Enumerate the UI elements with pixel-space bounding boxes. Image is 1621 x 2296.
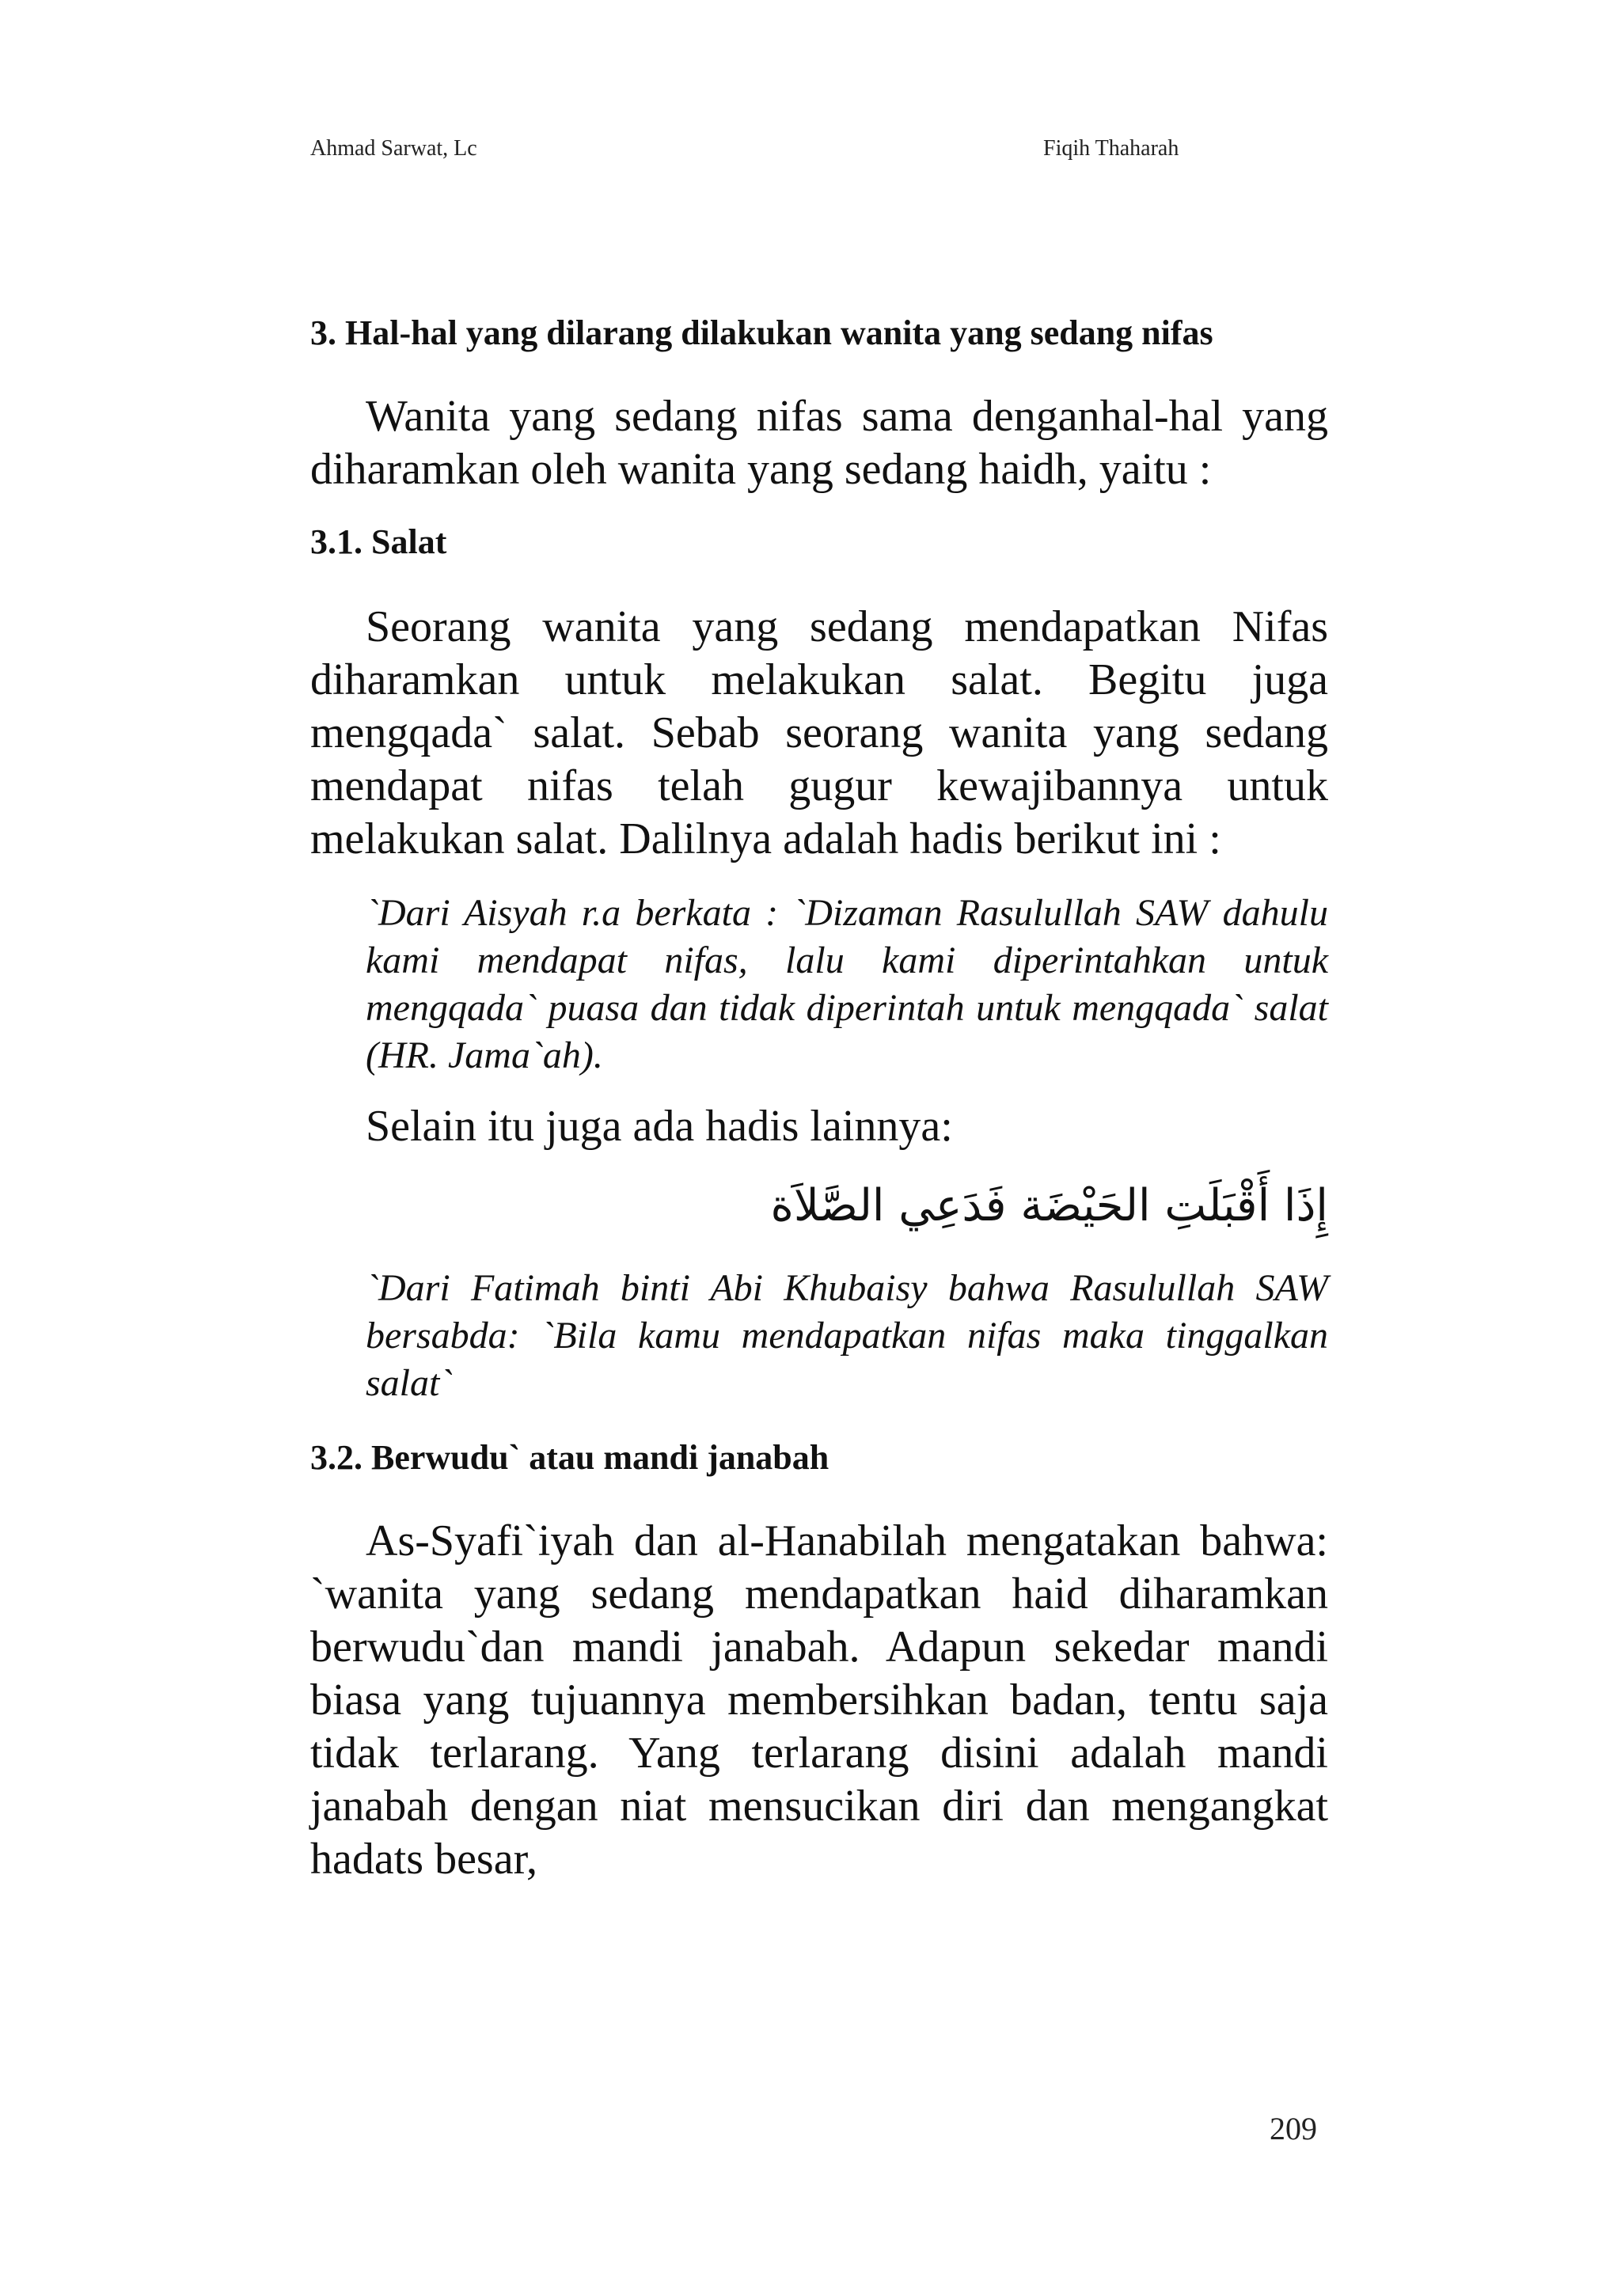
page-number: 209 bbox=[1270, 2111, 1317, 2146]
section-intro-paragraph: Wanita yang sedang nifas sama denganhal-hal yang diharamkan oleh wanita yang sedang haidh, yaitu : bbox=[310, 392, 1328, 494]
wudu-paragraph: As-Syafi`iyah dan al-Hanabilah mengatakan bahwa: `wanita yang sedang mendapatkan haid diharamkan berwudu`dan mandi janabah. Adapun sekedar mandi biasa yang tujuannya membersihkan badan, tentu saja tidak terlarang. Yang terlarang disini adalah mandi janabah dengan niat mensucikan diri dan mengangkat hadats besar, bbox=[310, 1516, 1328, 1884]
hadith-quote-fatimah: `Dari Fatimah binti Abi Khubaisy bahwa Rasulullah SAW bersabda: `Bila kamu mendapatkan nifas maka tinggalkan salat` bbox=[366, 1267, 1328, 1404]
subsection-heading-wudu: 3.2. Berwudu` atau mandi janabah bbox=[310, 1438, 829, 1477]
section-heading: 3. Hal-hal yang dilarang dilakukan wanita yang sedang nifas bbox=[310, 313, 1213, 352]
running-head-author: Ahmad Sarwat, Lc bbox=[310, 136, 477, 161]
page-content bbox=[310, 297, 1328, 1886]
hadith-lead-in: Selain itu juga ada hadis lainnya: bbox=[366, 1102, 953, 1151]
running-head-title: Fiqih Thaharah bbox=[1043, 136, 1179, 161]
arabic-hadith-text: إِذَا أَقْبَلَتِ الحَيْضَة فَدَعِي الصَّلاَة bbox=[770, 1180, 1328, 1231]
hadith-quote-aisyah: `Dari Aisyah r.a berkata : `Dizaman Rasulullah SAW dahulu kami mendapat nifas, lalu kami diperintahkan untuk mengqada` puasa dan tidak diperintah untuk mengqada` salat (HR. Jama`ah). bbox=[366, 892, 1328, 1076]
salat-paragraph: Seorang wanita yang sedang mendapatkan Nifas diharamkan untuk melakukan salat. Begitu juga mengqada` salat. Sebab seorang wanita yang sedang mendapat nifas telah gugur kewajibannya untuk melakukan salat. Dalilnya adalah hadis berikut ini : bbox=[310, 602, 1328, 863]
subsection-heading-salat: 3.1. Salat bbox=[310, 522, 447, 561]
